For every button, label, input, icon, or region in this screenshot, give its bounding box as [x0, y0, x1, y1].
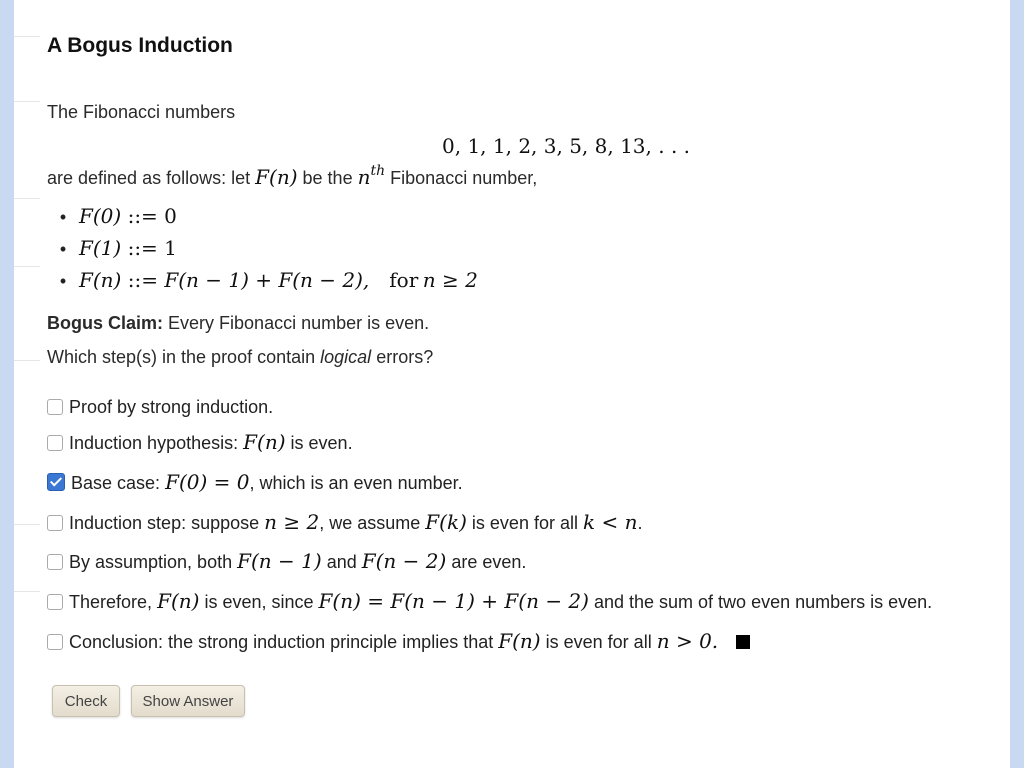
- option-text: By assumption, both: [69, 552, 233, 572]
- question-emph: logical: [320, 347, 372, 367]
- checkbox[interactable]: [47, 515, 63, 531]
- def-op: ::=: [121, 268, 165, 292]
- checkbox[interactable]: [47, 399, 63, 415]
- definition-suffix: Fibonacci number,: [390, 168, 538, 188]
- margin-tick: [14, 591, 40, 592]
- option-math: F(n − 1): [237, 549, 322, 573]
- definition-mid: be the: [302, 168, 353, 188]
- fibonacci-definition-list: [47, 200, 478, 296]
- option-text: , which is an even number.: [249, 473, 463, 493]
- option-text: and the sum of two even numbers is even.: [593, 592, 933, 612]
- def-cond: n ≥ 2: [422, 268, 478, 292]
- option-math: F(n − 2): [361, 549, 447, 573]
- option-text: is even for all: [545, 632, 652, 652]
- bullet-icon: •: [59, 271, 67, 291]
- option-text: Conclusion: the strong induction principle implies that: [69, 632, 494, 652]
- option-math: F(n) = F(n − 1) + F(n − 2): [318, 589, 589, 613]
- option-therefore[interactable]: [47, 589, 932, 613]
- margin-tick: [14, 36, 40, 37]
- option-math: k < n: [583, 510, 638, 534]
- option-text: , we assume: [319, 513, 421, 533]
- definition-item: [47, 264, 478, 296]
- option-conclusion[interactable]: [47, 629, 750, 653]
- option-text: is even.: [290, 433, 353, 453]
- fibonacci-sequence: 0, 1, 1, 2, 3, 5, 8, 13, . . .: [442, 134, 691, 158]
- problem-page: [14, 0, 1010, 768]
- def-op: ::=: [121, 204, 165, 228]
- problem-title: A Bogus Induction: [47, 34, 233, 57]
- option-text: Base case:: [71, 473, 161, 493]
- claim-label: Bogus Claim:: [47, 313, 164, 333]
- claim-text: Every Fibonacci number is even.: [168, 313, 430, 333]
- bullet-icon: •: [59, 207, 67, 227]
- def-rhs: 0: [164, 204, 177, 228]
- question-after: errors?: [376, 347, 434, 367]
- margin-tick: [14, 266, 40, 267]
- option-text: is even for all: [471, 513, 578, 533]
- checkbox-checked[interactable]: [47, 473, 65, 491]
- option-text: and: [326, 552, 357, 572]
- option-math: F(0) = 0: [165, 470, 250, 494]
- def-rhs: F(n − 1) + F(n − 2),: [164, 268, 370, 292]
- check-button[interactable]: Check: [52, 685, 120, 717]
- definition-item: [47, 232, 478, 264]
- margin-tick: [14, 101, 40, 102]
- bogus-claim: [47, 313, 429, 334]
- option-math: F(n): [243, 430, 286, 454]
- margin-tick: [14, 360, 40, 361]
- definition-fn: F(n): [255, 165, 298, 189]
- def-lhs: F(0): [79, 204, 122, 228]
- def-rhs: 1: [164, 236, 177, 260]
- qed-icon: [736, 635, 750, 649]
- option-induction-hypothesis[interactable]: [47, 430, 353, 454]
- option-text: Proof by strong induction.: [69, 397, 274, 417]
- option-text: are even.: [451, 552, 527, 572]
- option-math: F(n): [498, 629, 541, 653]
- question-before: Which step(s) in the proof contain: [47, 347, 316, 367]
- question-text: [47, 347, 433, 368]
- option-induction-step[interactable]: [47, 510, 643, 534]
- intro-text: The Fibonacci numbers: [47, 102, 236, 122]
- option-by-assumption[interactable]: [47, 549, 526, 573]
- checkbox[interactable]: [47, 594, 63, 610]
- definition-item: [47, 200, 478, 232]
- option-math: n ≥ 2: [264, 510, 320, 534]
- def-op: ::=: [121, 236, 165, 260]
- definition-nth: [358, 165, 386, 189]
- def-cond-word: for: [389, 268, 419, 292]
- option-text: Therefore,: [69, 592, 153, 612]
- option-text: Induction step: suppose: [69, 513, 260, 533]
- def-lhs: F(1): [79, 236, 122, 260]
- nth-superscript: th: [370, 163, 386, 179]
- nth-base: n: [357, 165, 371, 189]
- bullet-icon: •: [59, 239, 67, 259]
- checkbox[interactable]: [47, 634, 63, 650]
- checkbox[interactable]: [47, 435, 63, 451]
- option-text: Induction hypothesis:: [69, 433, 239, 453]
- margin-tick: [14, 524, 40, 525]
- option-math: F(n): [157, 589, 200, 613]
- margin-tick: [14, 198, 40, 199]
- def-lhs: F(n): [79, 268, 122, 292]
- definition-prefix: are defined as follows: let: [47, 168, 251, 188]
- option-text: is even, since: [204, 592, 314, 612]
- show-answer-button[interactable]: Show Answer: [131, 685, 245, 717]
- option-base-case[interactable]: [47, 470, 463, 494]
- option-math: n > 0.: [656, 629, 719, 653]
- option-math: F(k): [425, 510, 467, 534]
- definition-text: [47, 163, 537, 189]
- option-proof-by-strong-induction[interactable]: [47, 397, 273, 418]
- option-text: .: [637, 513, 643, 533]
- checkbox[interactable]: [47, 554, 63, 570]
